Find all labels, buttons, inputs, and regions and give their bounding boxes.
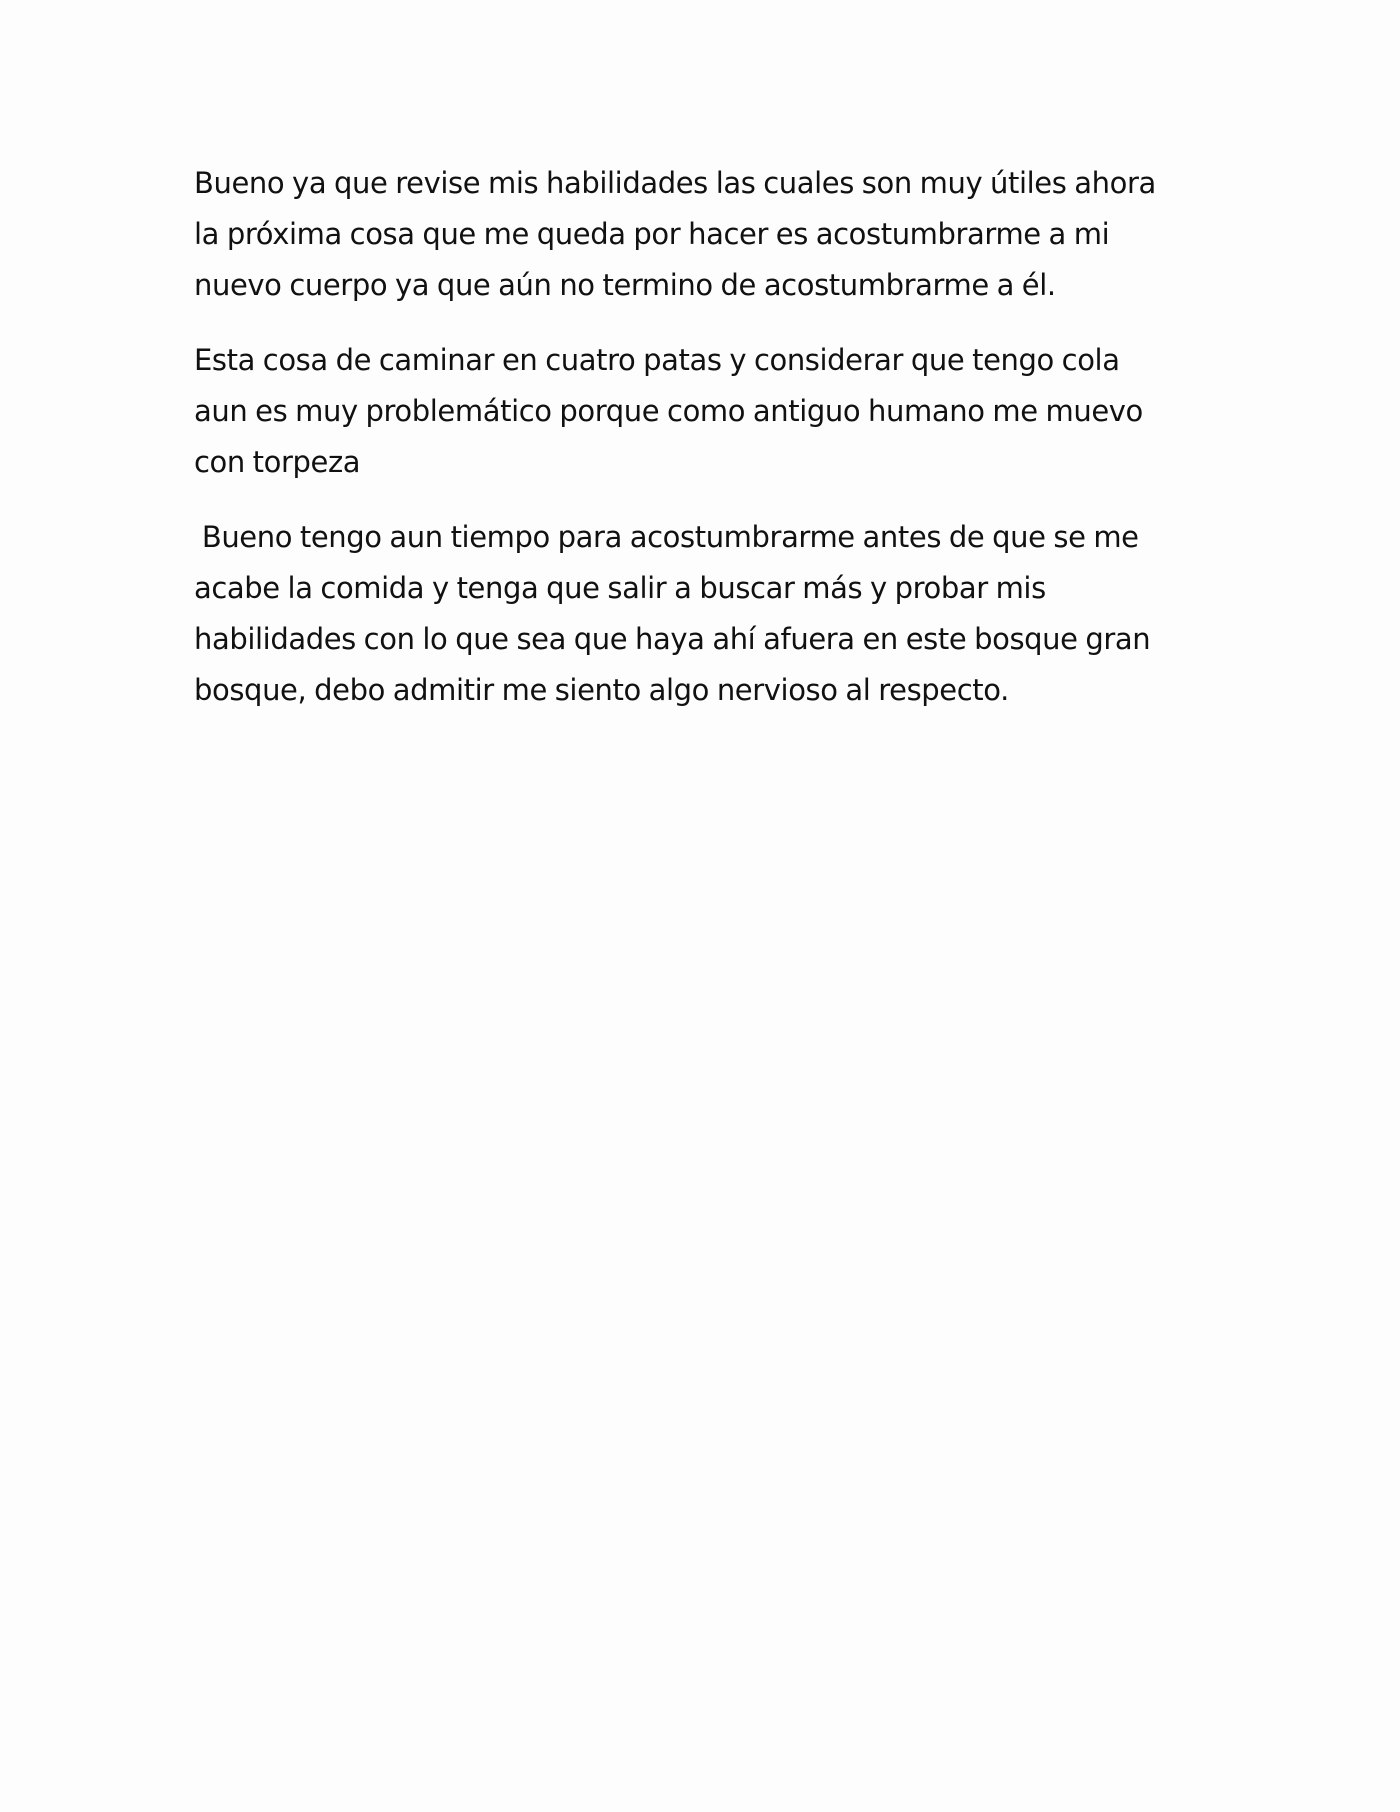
paragraph-2: [194, 335, 1224, 488]
document-body: [194, 158, 1224, 740]
paragraph-1: [194, 158, 1224, 311]
text-line: aun es muy problemático porque como antiguo humano me muevo: [194, 394, 1143, 428]
text-line: la próxima cosa que me queda por hacer es acostumbrarme a mi: [194, 217, 1110, 251]
text-line: Bueno ya que revise mis habilidades las cuales son muy útiles ahora: [194, 166, 1156, 200]
text-line: nuevo cuerpo ya que aún no termino de acostumbrarme a él.: [194, 268, 1056, 302]
text-line: bosque, debo admitir me siento algo nervioso al respecto.: [194, 673, 1009, 707]
text-line: Bueno tengo aun tiempo para acostumbrarme antes de que se me: [194, 520, 1139, 554]
text-line: con torpeza: [194, 445, 361, 479]
text-line: habilidades con lo que sea que haya ahí afuera en este bosque gran: [194, 622, 1151, 656]
text-line: acabe la comida y tenga que salir a buscar más y probar mis: [194, 571, 1046, 605]
paragraph-3: [194, 512, 1224, 716]
text-line: Esta cosa de caminar en cuatro patas y considerar que tengo cola: [194, 343, 1120, 377]
